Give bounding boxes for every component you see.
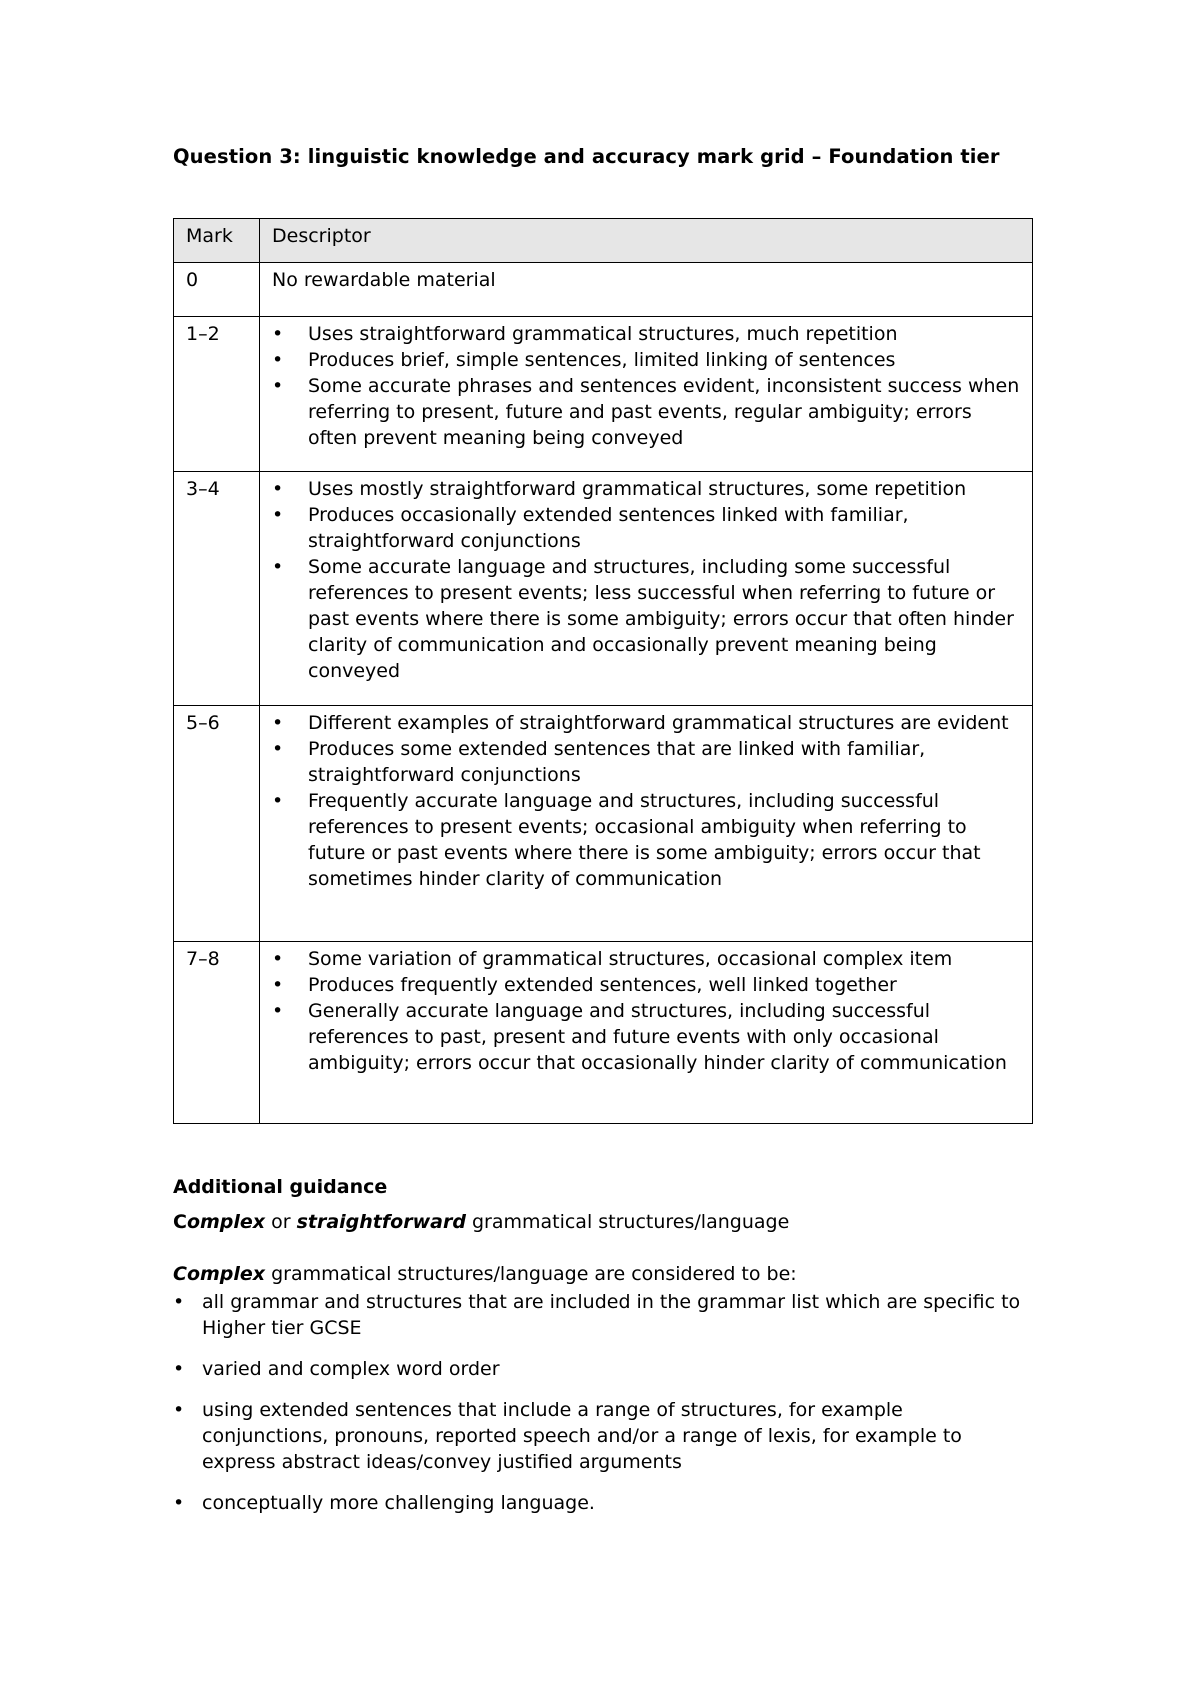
table-header-row bbox=[174, 219, 1033, 263]
term-straightforward: straightforward bbox=[296, 1211, 466, 1233]
page-title: Question 3: linguistic knowledge and accuracy mark grid – Foundation tier bbox=[173, 145, 1000, 168]
guidance-heading: Additional guidance bbox=[173, 1176, 388, 1198]
descriptor-bullet: • Some variation of grammatical structures, occasional complex item bbox=[272, 946, 1026, 972]
mark-value: 7–8 bbox=[174, 942, 260, 1124]
list-item: • varied and complex word order bbox=[173, 1356, 1033, 1382]
list-item: • all grammar and structures that are included in the grammar list which are specific to Higher tier GCSE bbox=[173, 1289, 1033, 1341]
list-item: • using extended sentences that include a range of structures, for example conjunctions, pronouns, reported speech and/or a range of lexis, for example to express abstract ideas/convey justified arguments bbox=[173, 1397, 1033, 1475]
descriptor-bullet: • Produces some extended sentences that are linked with familiar, straightforward conjunctions bbox=[272, 736, 1026, 788]
mark-value: 1–2 bbox=[174, 317, 260, 472]
term-complex-rest: omplex bbox=[186, 1211, 266, 1233]
descriptor-bullet: • Some accurate phrases and sentences evident, inconsistent success when referring to present, future and past events, regular ambiguity; errors often prevent meaning being conveyed bbox=[272, 373, 1026, 451]
descriptor-cell bbox=[260, 706, 1033, 942]
mark-value: 5–6 bbox=[174, 706, 260, 942]
descriptor-bullet: • Some accurate language and structures, including some successful references to present events; less successful when referring to future or past events where there is some ambiguity; errors occur that often hinder clarity of communication and occasionally prevent meaning being conveyed bbox=[272, 554, 1026, 684]
descriptor-bullet: • Uses straightforward grammatical structures, much repetition bbox=[272, 321, 1026, 347]
descriptor-list bbox=[272, 321, 1026, 451]
descriptor-list bbox=[272, 710, 1026, 892]
header-mark: Mark bbox=[174, 219, 260, 263]
mark-value: 0 bbox=[174, 263, 260, 317]
descriptor-bullet: • Frequently accurate language and structures, including successful references to present events; occasional ambiguity when referring to future or past events where there is some ambiguity; errors occur that sometimes hinder clarity of communication bbox=[272, 788, 1026, 892]
mark-grid-table bbox=[173, 218, 1033, 1124]
table-row bbox=[174, 263, 1033, 317]
line-rest: grammatical structures/language bbox=[465, 1211, 790, 1233]
descriptor-list bbox=[272, 476, 1026, 684]
complex-or-straightforward-line bbox=[173, 1211, 789, 1233]
descriptor-cell bbox=[260, 942, 1033, 1124]
connector-text: or bbox=[265, 1211, 297, 1233]
descriptor-bullet: • Produces occasionally extended sentences linked with familiar, straightforward conjunctions bbox=[272, 502, 1026, 554]
table-row bbox=[174, 317, 1033, 472]
list-item: • conceptually more challenging language. bbox=[173, 1490, 1033, 1516]
descriptor-bullet: • Produces brief, simple sentences, limited linking of sentences bbox=[272, 347, 1026, 373]
descriptor-text: No rewardable material bbox=[260, 263, 1033, 317]
table-row bbox=[174, 942, 1033, 1124]
complex-criteria-list bbox=[173, 1289, 1033, 1531]
descriptor-cell bbox=[260, 317, 1033, 472]
descriptor-bullet: • Different examples of straightforward grammatical structures are evident bbox=[272, 710, 1026, 736]
descriptor-bullet: • Produces frequently extended sentences, well linked together bbox=[272, 972, 1026, 998]
descriptor-bullet: • Uses mostly straightforward grammatical structures, some repetition bbox=[272, 476, 1026, 502]
header-descriptor: Descriptor bbox=[260, 219, 1033, 263]
descriptor-cell bbox=[260, 472, 1033, 706]
mark-value: 3–4 bbox=[174, 472, 260, 706]
intro-rest: grammatical structures/language are considered to be: bbox=[265, 1263, 797, 1285]
complex-intro-line bbox=[173, 1263, 797, 1285]
term-complex-initial: C bbox=[173, 1211, 187, 1233]
table-row bbox=[174, 706, 1033, 942]
descriptor-bullet: • Generally accurate language and structures, including successful references to past, present and future events with only occasional ambiguity; errors occur that occasionally hinder clarity of communication bbox=[272, 998, 1026, 1076]
term-complex: Complex bbox=[173, 1263, 266, 1285]
descriptor-list bbox=[272, 946, 1026, 1076]
table-row bbox=[174, 472, 1033, 706]
